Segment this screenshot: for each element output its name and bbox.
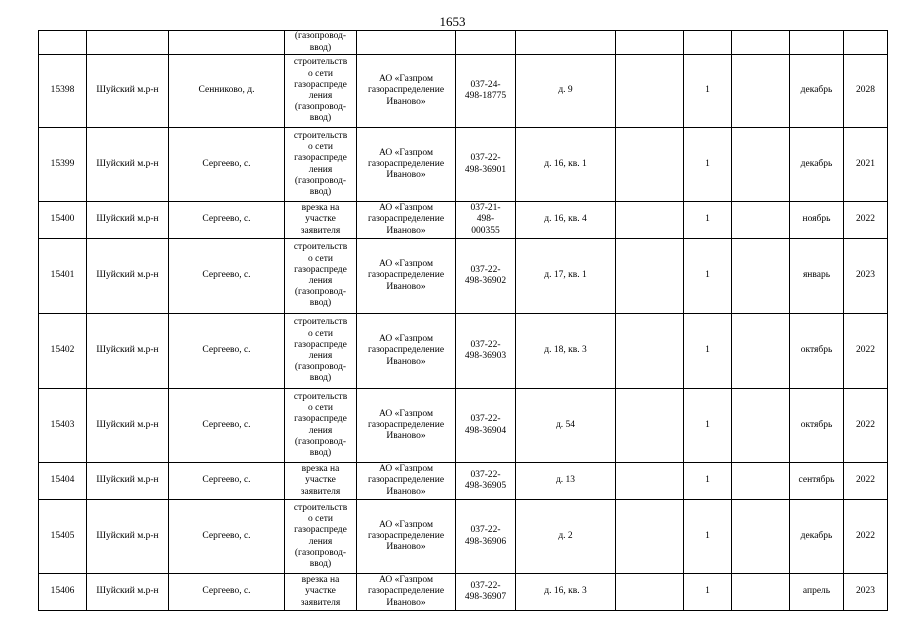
cell-year: 2022 [844,314,888,389]
cell-code-line: 498-18775 [464,91,507,101]
cell-empty [616,314,684,389]
cell-organization [357,463,456,500]
cell-work-type-line: о сети [308,68,333,79]
cell-work-type-line: газораспреде [294,414,347,425]
cell-work-type-line: строительств [293,317,348,328]
cell-number: 15405 [39,500,87,574]
cell-code [456,31,516,55]
cell-locality: Сергеево, с. [169,128,285,202]
cell-code-line: 498-36901 [464,164,507,175]
cell-organization [357,314,456,389]
cell-work-type-line: ления [308,536,333,547]
cell-organization-line: газораспределение [367,214,445,225]
table-row [39,500,888,574]
cell-district: Шуйский м.р-н [87,239,169,314]
cell-locality: Сергеево, с. [169,500,285,574]
cell-work-type-line: ления [308,276,333,286]
cell-organization-line: Иваново» [386,486,426,497]
cell-work-type-line: ввод) [309,447,332,458]
cell-number: 15406 [39,574,87,611]
table-row [39,389,888,463]
cell-number: 15404 [39,463,87,500]
cell-district [87,31,169,55]
cell-organization-line: Иваново» [386,281,426,292]
cell-organization-line: газораспределение [367,475,445,486]
cell-empty [616,202,684,239]
table-row [39,239,888,314]
cell-count: 1 [684,128,732,202]
cell-organization-line: Иваново» [386,225,426,236]
cell-code-line: 498-36903 [464,351,507,361]
cell-work-type-line: ввод) [309,373,332,384]
cell-empty [732,389,790,463]
cell-code [456,128,516,202]
cell-organization [357,500,456,574]
cell-count [684,31,732,55]
cell-month: январь [790,239,844,314]
cell-address: д. 18, кв. 3 [516,314,616,389]
cell-empty [616,389,684,463]
cell-code-line: 498-36905 [464,481,507,491]
cell-number: 15400 [39,202,87,239]
cell-code [456,389,516,463]
cell-code-line: 000355 [471,225,500,236]
cell-year: 2022 [844,389,888,463]
cell-empty [616,239,684,314]
table-row [39,314,888,389]
cell-month: сентябрь [790,463,844,500]
cell-work-type-line: заявителя [300,597,341,608]
cell-organization-line: Иваново» [386,170,426,181]
cell-count: 1 [684,239,732,314]
cell-district: Шуйский м.р-н [87,202,169,239]
cell-locality: Сергеево, с. [169,463,285,500]
cell-month: декабрь [790,500,844,574]
cell-code-line: 498-36902 [464,276,507,286]
cell-empty [732,202,790,239]
cell-locality [169,31,285,55]
cell-work-type [285,500,357,574]
cell-empty [732,314,790,389]
cell-work-type [285,314,357,389]
cell-work-type-line: заявителя [300,486,341,497]
cell-empty [732,574,790,611]
cell-work-type-line: (газопровод- [294,362,347,373]
cell-work-type [285,31,357,55]
cell-work-type [285,55,357,128]
page-number: 1653 [439,14,466,29]
cell-locality: Сенниково, д. [169,55,285,128]
cell-number: 15402 [39,314,87,389]
cell-address: д. 13 [516,463,616,500]
cell-address: д. 16, кв. 1 [516,128,616,202]
cell-count: 1 [684,463,732,500]
table-row [39,463,888,500]
cell-code-line: 037-22- [470,525,501,536]
cell-work-type-line: строительств [293,242,348,253]
cell-count: 1 [684,55,732,128]
cell-work-type-line: участке [305,475,336,486]
cell-year: 2022 [844,463,888,500]
cell-district: Шуйский м.р-н [87,314,169,389]
register-table [38,30,888,611]
cell-code-line: 037-22- [470,580,501,591]
cell-organization-line: газораспределение [367,270,445,281]
cell-code [456,574,516,611]
cell-empty [732,128,790,202]
cell-district: Шуйский м.р-н [87,128,169,202]
cell-work-type-line: (газопровод- [294,31,347,42]
table-row-carry [39,31,888,55]
cell-count: 1 [684,574,732,611]
cell-work-type-line: врезка на [301,575,340,586]
cell-year: 2022 [844,500,888,574]
cell-empty [732,31,790,55]
cell-locality: Сергеево, с. [169,202,285,239]
cell-year: 2021 [844,128,888,202]
cell-work-type-line: ления [308,91,333,101]
cell-work-type-line: о сети [308,253,333,264]
table-row [39,55,888,128]
cell-number: 15403 [39,389,87,463]
cell-locality: Сергеево, с. [169,574,285,611]
cell-year: 2022 [844,202,888,239]
cell-work-type-line: врезка на [301,203,340,214]
cell-month: ноябрь [790,202,844,239]
cell-code-line: 498-36904 [464,425,507,436]
cell-empty [732,463,790,500]
cell-work-type-line: о сети [308,403,333,414]
cell-organization-line: Иваново» [386,597,426,608]
cell-work-type [285,239,357,314]
cell-organization-line: Иваново» [386,431,426,442]
cell-code [456,314,516,389]
cell-work-type-line: газораспреде [294,339,347,350]
cell-organization [357,389,456,463]
cell-work-type [285,128,357,202]
cell-organization-line: газораспределение [367,85,445,96]
cell-work-type-line: ввод) [309,298,332,309]
cell-empty [616,128,684,202]
cell-work-type-line: (газопровод- [294,547,347,558]
cell-address: д. 54 [516,389,616,463]
cell-district: Шуйский м.р-н [87,55,169,128]
register-body [39,31,888,611]
cell-work-type-line: (газопровод- [294,102,347,113]
cell-organization-line: газораспределение [367,586,445,597]
cell-code-line: 037-22- [470,153,501,164]
cell-empty [616,500,684,574]
cell-empty [732,239,790,314]
cell-organization-line: Иваново» [386,356,426,367]
cell-district: Шуйский м.р-н [87,389,169,463]
cell-work-type-line: (газопровод- [294,287,347,298]
table-row [39,128,888,202]
cell-work-type-line: о сети [308,328,333,339]
cell-organization-line: АО «Газпром [378,464,433,475]
cell-organization-line: Иваново» [386,96,426,107]
cell-address: д. 9 [516,55,616,128]
cell-organization-line: газораспределение [367,530,445,541]
cell-work-type [285,574,357,611]
cell-code [456,55,516,128]
cell-locality: Сергеево, с. [169,314,285,389]
cell-year: 2028 [844,55,888,128]
cell-year [844,31,888,55]
cell-code-line: 498- [476,214,495,225]
cell-month: декабрь [790,128,844,202]
cell-empty [616,31,684,55]
cell-locality: Сергеево, с. [169,389,285,463]
cell-month: апрель [790,574,844,611]
cell-organization [357,128,456,202]
cell-work-type-line: ления [308,351,333,361]
cell-work-type-line: (газопровод- [294,436,347,447]
cell-organization [357,31,456,55]
cell-work-type-line: газораспреде [294,79,347,90]
cell-number: 15399 [39,128,87,202]
cell-work-type-line: о сети [308,142,333,153]
cell-organization [357,55,456,128]
cell-code-line: 498-36907 [464,592,507,602]
cell-code-line: 037-22- [470,339,501,350]
cell-organization-line: газораспределение [367,345,445,356]
cell-organization-line: АО «Газпром [378,203,433,214]
cell-address: д. 17, кв. 1 [516,239,616,314]
cell-work-type-line: строительств [293,130,348,141]
cell-work-type-line: газораспреде [294,153,347,164]
cell-number: 15401 [39,239,87,314]
cell-locality: Сергеево, с. [169,239,285,314]
cell-organization-line: АО «Газпром [378,408,433,419]
cell-month [790,31,844,55]
table-row [39,574,888,611]
cell-number: 15398 [39,55,87,128]
cell-code-line: 037-22- [470,414,501,425]
cell-work-type-line: заявителя [300,225,341,236]
cell-organization-line: АО «Газпром [378,519,433,530]
cell-organization-line: АО «Газпром [378,575,433,586]
cell-address: д. 2 [516,500,616,574]
cell-count: 1 [684,500,732,574]
cell-work-type-line: участке [305,586,336,597]
cell-organization-line: газораспределение [367,419,445,430]
cell-code-line: 037-24- [470,79,501,90]
cell-empty [616,463,684,500]
cell-work-type-line: о сети [308,514,333,525]
cell-year: 2023 [844,574,888,611]
cell-count: 1 [684,202,732,239]
cell-organization-line: газораспределение [367,158,445,169]
cell-address: д. 16, кв. 4 [516,202,616,239]
cell-year: 2023 [844,239,888,314]
cell-organization-line: АО «Газпром [378,334,433,345]
cell-work-type-line: ввод) [309,42,332,53]
cell-organization [357,202,456,239]
cell-address: д. 16, кв. 3 [516,574,616,611]
cell-work-type-line: газораспреде [294,525,347,536]
cell-month: октябрь [790,314,844,389]
cell-work-type [285,389,357,463]
cell-code [456,202,516,239]
cell-code-line: 037-22- [470,469,501,480]
cell-month: октябрь [790,389,844,463]
table-row [39,202,888,239]
cell-code [456,463,516,500]
cell-month: декабрь [790,55,844,128]
cell-code-line: 498-36906 [464,536,507,547]
cell-work-type-line: ввод) [309,113,332,124]
cell-code-line: 037-21- [470,203,501,214]
cell-work-type-line: ления [308,164,333,175]
cell-work-type-line: ления [308,425,333,436]
cell-empty [616,55,684,128]
cell-organization [357,574,456,611]
cell-work-type-line: строительств [293,502,348,513]
cell-work-type [285,202,357,239]
cell-count: 1 [684,389,732,463]
cell-code [456,239,516,314]
cell-number [39,31,87,55]
cell-work-type-line: участке [305,214,336,225]
cell-empty [732,55,790,128]
cell-work-type-line: ввод) [309,558,332,569]
cell-count: 1 [684,314,732,389]
cell-district: Шуйский м.р-н [87,463,169,500]
cell-address [516,31,616,55]
cell-work-type-line: (газопровод- [294,175,347,186]
cell-code-line: 037-22- [470,264,501,275]
cell-code [456,500,516,574]
cell-organization-line: АО «Газпром [378,259,433,270]
cell-work-type [285,463,357,500]
cell-work-type-line: строительств [293,57,348,68]
cell-work-type-line: врезка на [301,464,340,475]
cell-organization-line: Иваново» [386,542,426,553]
cell-organization [357,239,456,314]
cell-work-type-line: строительств [293,391,348,402]
cell-work-type-line: ввод) [309,186,332,197]
cell-district: Шуйский м.р-н [87,574,169,611]
cell-organization-line: АО «Газпром [378,147,433,158]
cell-district: Шуйский м.р-н [87,500,169,574]
cell-organization-line: АО «Газпром [378,74,433,85]
cell-empty [732,500,790,574]
cell-empty [616,574,684,611]
cell-work-type-line: газораспреде [294,264,347,275]
